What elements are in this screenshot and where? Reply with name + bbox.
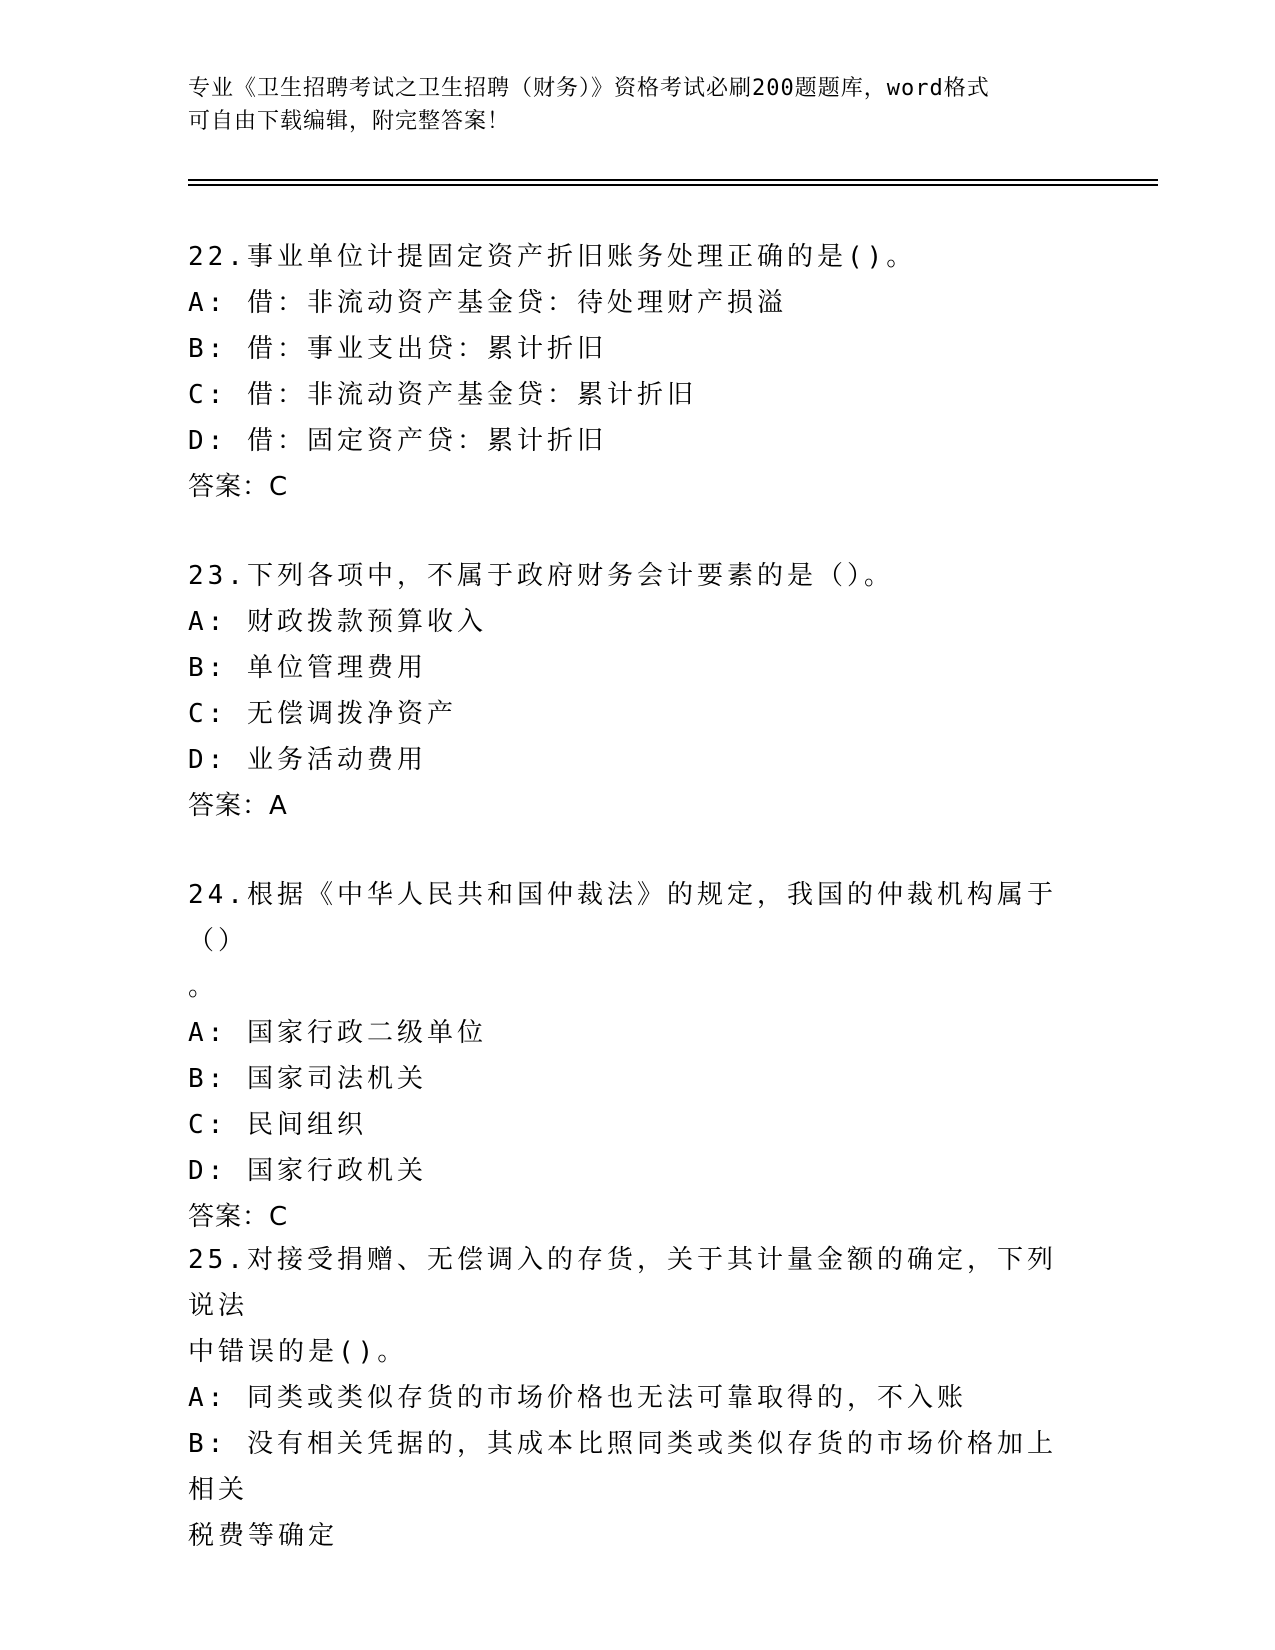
option-c: C: 借：非流动资产基金贷：累计折旧 (188, 380, 697, 410)
option-b: B: 单位管理费用 (188, 653, 427, 683)
option-b: B: 国家司法机关 (188, 1064, 427, 1094)
option-c: C: 无偿调拨净资产 (188, 699, 457, 729)
option-b: B: 没有相关凭据的，其成本比照同类或类似存货的市场价格加上相关 税费等确定 (188, 1429, 1057, 1551)
option-a: A: 同类或类似存货的市场价格也无法可靠取得的，不入账 (188, 1383, 967, 1413)
question-24 (188, 872, 1088, 1240)
answer: 答案：C (188, 1202, 289, 1232)
question-stem: 25.对接受捐赠、无偿调入的存货，关于其计量金额的确定，下列说法 中错误的是()。 (188, 1245, 1057, 1367)
option-d: D: 业务活动费用 (188, 745, 427, 775)
header-divider-top (188, 179, 1158, 181)
option-a: A: 借：非流动资产基金贷：待处理财产损溢 (188, 288, 787, 318)
option-d: D: 国家行政机关 (188, 1156, 427, 1186)
question-25 (188, 1237, 1088, 1559)
option-a: A: 财政拨款预算收入 (188, 607, 487, 637)
answer: 答案：C (188, 472, 289, 502)
option-c: C: 民间组织 (188, 1110, 367, 1140)
header-divider-bottom (188, 184, 1158, 186)
document-header: 专业《卫生招聘考试之卫生招聘（财务）》资格考试必刷200题题库，word格式 可自由下载编辑，附完整答案！ (188, 76, 990, 134)
question-stem: 22.事业单位计提固定资产折旧账务处理正确的是()。 (188, 242, 917, 272)
question-22 (188, 234, 1088, 510)
question-23 (188, 553, 1088, 829)
question-stem: 23.下列各项中，不属于政府财务会计要素的是（）。 (188, 561, 894, 591)
answer: 答案：A (188, 791, 288, 821)
option-a: A: 国家行政二级单位 (188, 1018, 487, 1048)
option-d: D: 借：固定资产贷：累计折旧 (188, 426, 607, 456)
option-b: B: 借：事业支出贷：累计折旧 (188, 334, 607, 364)
question-stem: 24.根据《中华人民共和国仲裁法》的规定，我国的仲裁机构属于（） 。 (188, 880, 1057, 1002)
